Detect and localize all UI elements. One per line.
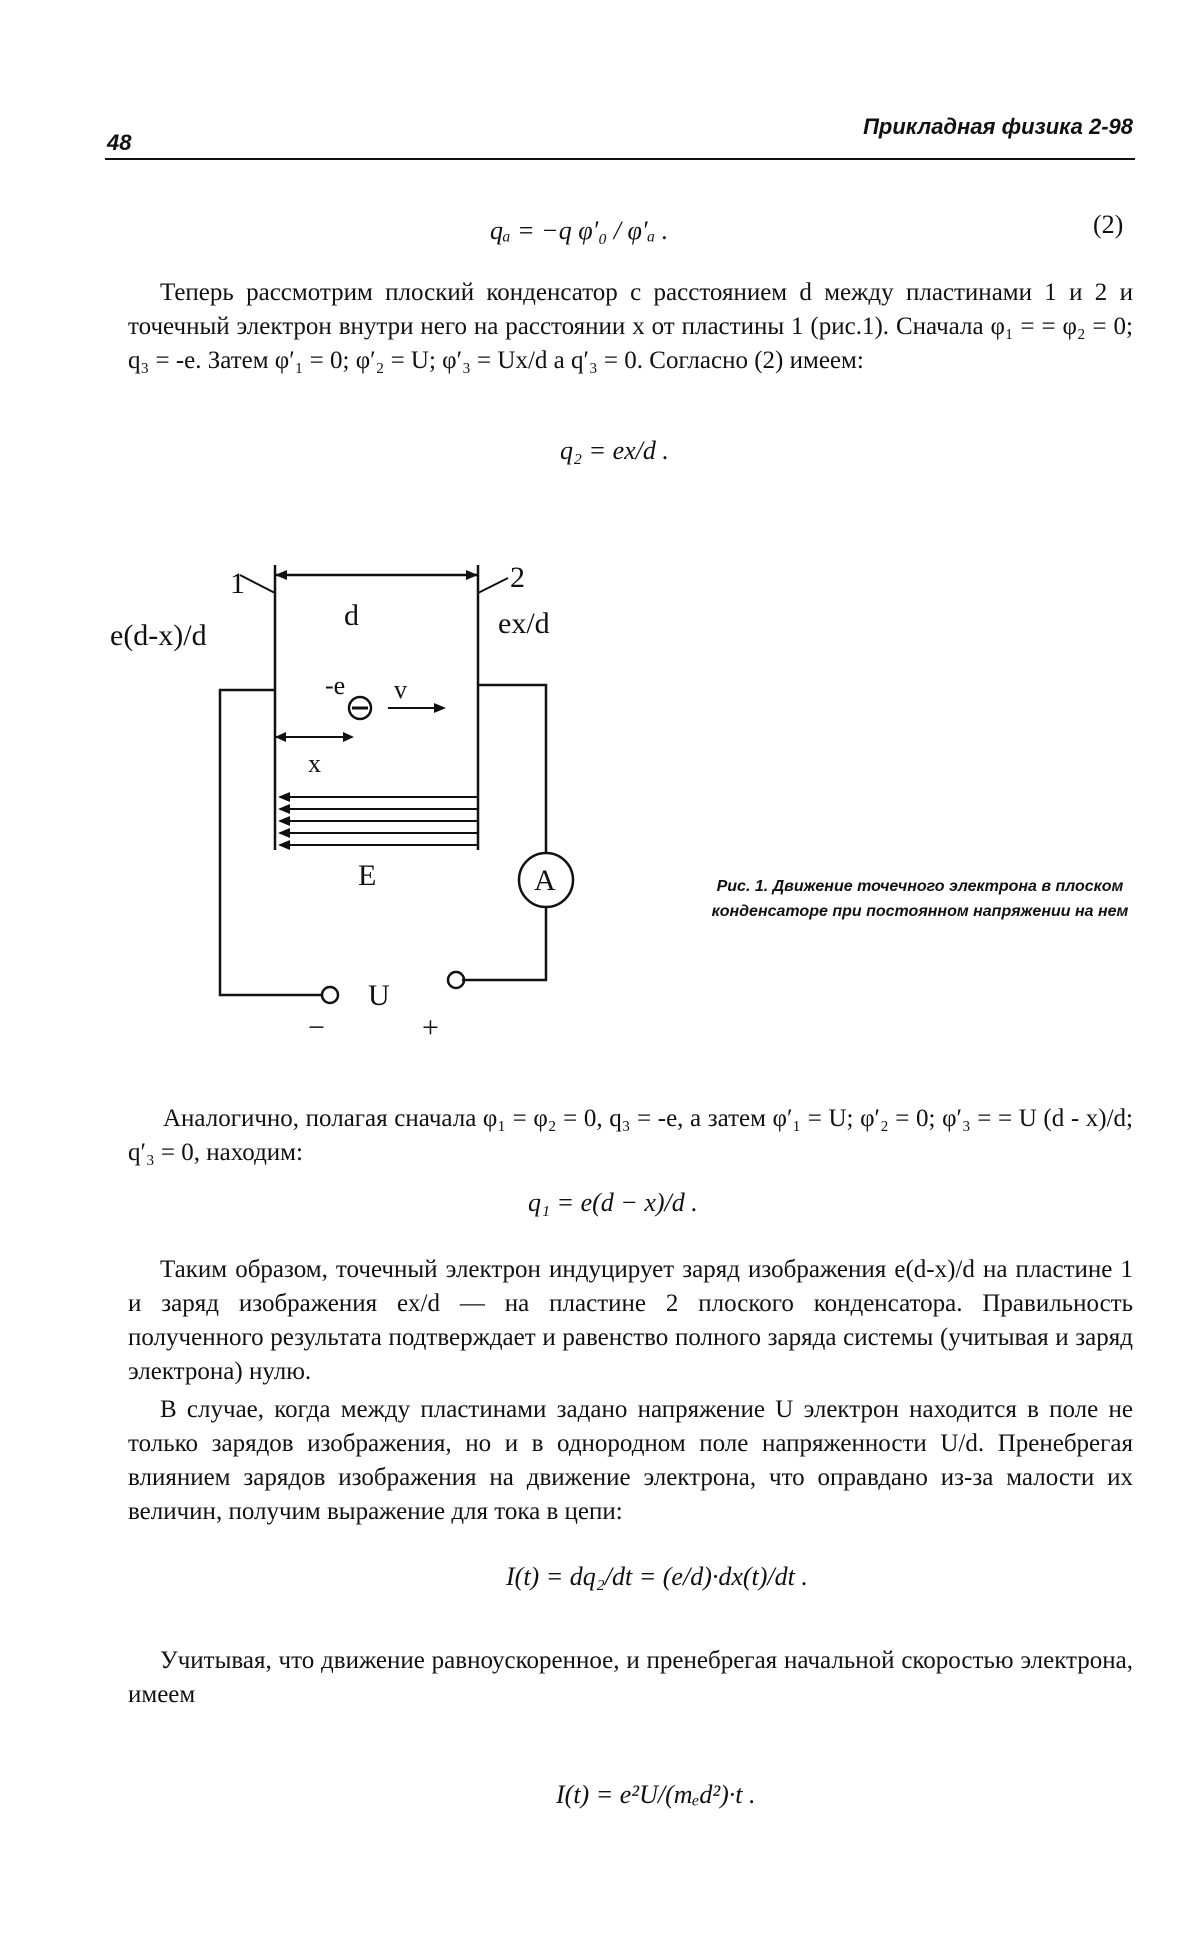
figure-caption: Рис. 1. Движение точечного электрона в плоском конденсаторе при постоянном напряжении на нем: [711, 878, 1129, 920]
x-label: x: [308, 749, 321, 778]
x-arrowhead-right: [343, 732, 354, 742]
distance-arrowhead-right: [466, 570, 478, 580]
paragraph-5: [128, 1644, 1133, 1712]
page-header: [105, 110, 1135, 160]
field-arrowhead: [278, 804, 290, 814]
paragraph-3-text: Таким образом, точечный электрон индуцирует заряд изображения e(d-x)/d на пластине 1 и заряд изображения ex/d — на пластине 2 плоского конденсатора. Правильность полученного результата подтверждает и равенство полного заряда системы (учитывая и заряд электрона) нулю.: [128, 1256, 1133, 1385]
field-label: E: [358, 859, 377, 892]
equation-q1: q₁ = e(d − x)/d .: [528, 1188, 698, 1217]
field-arrowhead: [278, 840, 290, 850]
equation-current-final: I(t) = e²U/(mₑd²)·t .: [556, 1780, 756, 1809]
paragraph-1-text: Теперь рассмотрим плоский конденсатор с расстоянием d между пластинами 1 и 2 и точечный электрон внутри него на расстоянии x от пластины 1 (рис.1). Сначала φ₁ = = φ₂ = 0; q₃ = -e. Затем φ′₁ = 0; φ′₂ = U; φ′₃ = Ux/d a q′₃ = 0. Согласно (2) имеем:: [128, 279, 1133, 374]
plate-1-label: 1: [230, 567, 245, 600]
paragraph-3: [128, 1253, 1133, 1389]
paragraph-2-text: Аналогично, полагая сначала φ₁ = φ₂ = 0, q₃ = -e, а затем φ′₁ = U; φ′₂ = 0; φ′₃ = = U (d - x)/d; q′₃ = 0, находим:: [128, 1105, 1133, 1166]
field-arrowhead: [278, 828, 290, 838]
paragraph-2: [128, 1102, 1133, 1170]
velocity-arrowhead: [434, 703, 446, 713]
velocity-label: v: [394, 675, 407, 704]
voltage-label: U: [368, 979, 390, 1012]
equation-2-number: (2): [1093, 210, 1124, 239]
paragraph-5-text: Учитывая, что движение равноускоренное, и пренебрегая начальной скоростью электрона, имеем: [128, 1647, 1133, 1708]
x-arrowhead-left: [275, 732, 286, 742]
field-arrowhead: [278, 816, 290, 826]
distance-arrowhead-left: [275, 570, 287, 580]
paragraph-4-text: В случае, когда между пластинами задано напряжение U электрон находится в поле не только зарядов изображения, но и в однородном поле напряженности U/d. Пренебрегая влиянием зарядов изображения на движение электрона, что оправдано из-за малости их величин, получим выражение для тока в цепи:: [128, 1396, 1133, 1525]
charge-plate-1: e(d-x)/d: [110, 619, 207, 652]
plate-2-leader: [478, 578, 508, 593]
electron-label: -e: [325, 671, 346, 700]
wire-right-bottom: [462, 907, 546, 980]
plus-label: +: [422, 1011, 439, 1044]
paragraph-1: [128, 276, 1133, 378]
wire-left: [220, 690, 322, 995]
wire-right-top: [478, 685, 546, 853]
equation-2: qₐ = −q φ′₀ / φ′ₐ .: [490, 216, 669, 245]
plate-2-label: 2: [510, 561, 525, 594]
journal-title: Прикладная физика 2-98: [863, 114, 1133, 139]
equation-q2: q₂ = ex/d .: [560, 436, 669, 465]
capacitor-figure: [90, 545, 610, 1050]
terminal-minus: [322, 987, 338, 1003]
equation-current: I(t) = dq₂/dt = (e/d)·dx(t)/dt .: [506, 1562, 808, 1591]
paragraph-4: [128, 1393, 1133, 1529]
page-number: 48: [107, 130, 132, 155]
field-arrowhead: [278, 792, 290, 802]
ammeter-label: A: [534, 864, 556, 897]
distance-label: d: [344, 599, 359, 632]
minus-label: −: [308, 1011, 325, 1044]
terminal-plus: [448, 972, 464, 988]
plate-1-leader: [240, 575, 275, 593]
charge-plate-2: ex/d: [498, 607, 550, 640]
